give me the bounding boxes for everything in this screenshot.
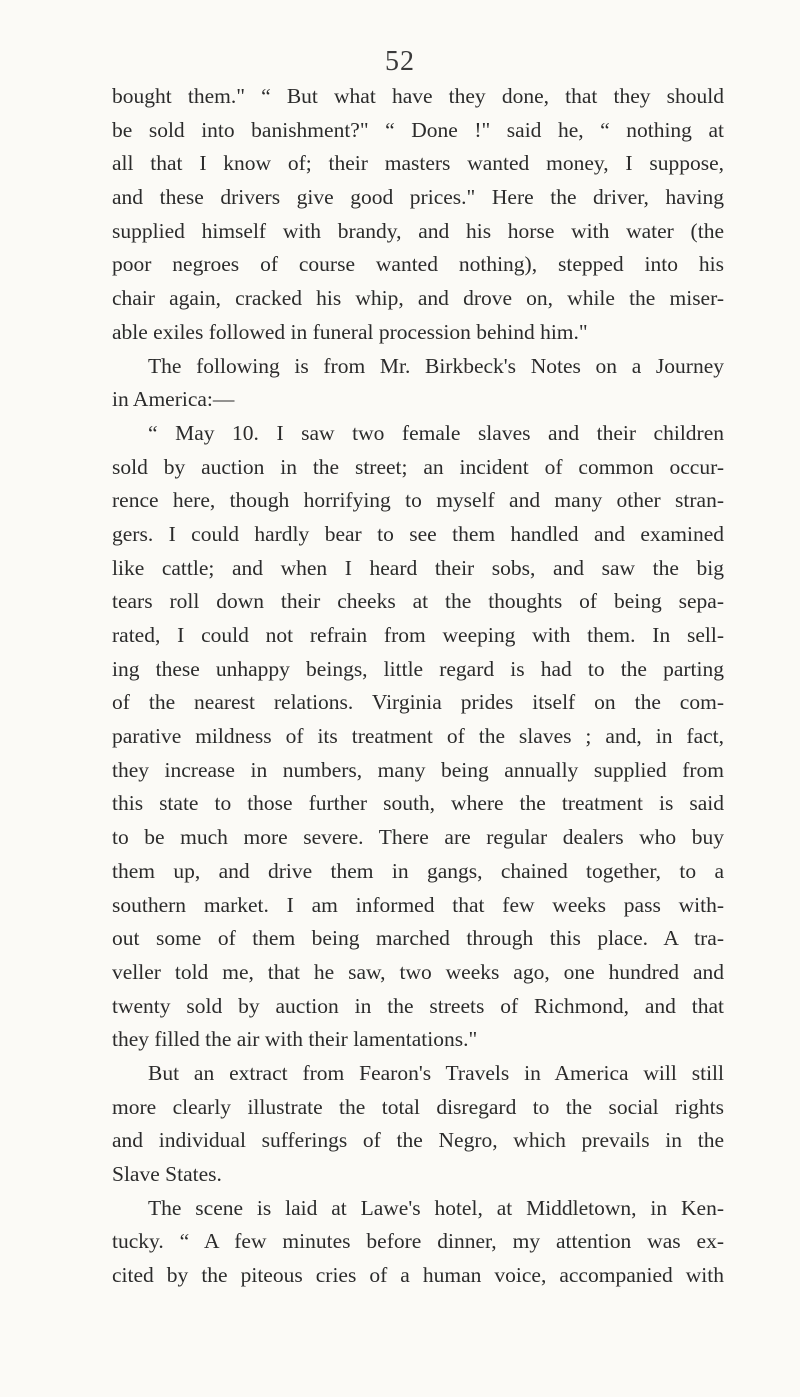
text-line: like cattle; and when I heard their sobs, and saw the big bbox=[112, 555, 724, 580]
text-line: them up, and drive them in gangs, chained together, to a bbox=[112, 858, 724, 883]
text-line: in America:— bbox=[112, 387, 235, 412]
text-line: The scene is laid at Lawe's hotel, at Middletown, in Ken- bbox=[148, 1195, 724, 1220]
body-text bbox=[112, 80, 724, 1293]
text-line: ing these unhappy beings, little regard is had to the parting bbox=[112, 656, 724, 681]
text-line: and individual sufferings of the Negro, which prevails in the bbox=[112, 1128, 724, 1153]
text-line: they filled the air with their lamentations." bbox=[112, 1027, 478, 1052]
text-line: veller told me, that he saw, two weeks ago, one hundred and bbox=[112, 959, 724, 984]
text-line: of the nearest relations. Virginia prides itself on the com- bbox=[112, 690, 724, 715]
text-line: southern market. I am informed that few weeks pass with- bbox=[112, 892, 724, 917]
text-line: tucky. “ A few minutes before dinner, my attention was ex- bbox=[112, 1229, 724, 1254]
text-line: The following is from Mr. Birkbeck's Notes on a Journey bbox=[148, 353, 724, 378]
text-line: and these drivers give good prices." Here the driver, having bbox=[112, 185, 724, 210]
text-line: rated, I could not refrain from weeping with them. In sell- bbox=[112, 623, 724, 647]
text-line: poor negroes of course wanted nothing), stepped into his bbox=[112, 252, 724, 277]
text-line: “ May 10. I saw two female slaves and their children bbox=[148, 420, 724, 445]
text-line: all that I know of; their masters wanted money, I suppose, bbox=[112, 151, 724, 176]
text-line: rence here, though horrifying to myself and many other stran- bbox=[112, 488, 724, 513]
text-line: chair again, cracked his whip, and drove on, while the miser- bbox=[112, 286, 724, 311]
text-line: gers. I could hardly bear to see them handled and examined bbox=[112, 521, 724, 546]
text-line: this state to those further south, where the treatment is said bbox=[112, 791, 724, 816]
text-line: more clearly illustrate the total disregard to the social rights bbox=[112, 1094, 724, 1119]
text-line: bought them." “ But what have they done, that they should bbox=[112, 84, 724, 108]
text-line: parative mildness of its treatment of the slaves ; and, in fact, bbox=[112, 724, 724, 749]
text-line: supplied himself with brandy, and his horse with water (the bbox=[112, 218, 724, 243]
text-line: cited by the piteous cries of a human voice, accompanied with bbox=[112, 1263, 724, 1288]
text-line: out some of them being marched through this place. A tra- bbox=[112, 926, 724, 951]
text-line: be sold into banishment?" “ Done !" said he, “ nothing at bbox=[112, 117, 724, 142]
text-line: sold by auction in the street; an incident of common occur- bbox=[112, 454, 724, 479]
text-line: able exiles followed in funeral procession behind him." bbox=[112, 319, 588, 344]
text-line: they increase in numbers, many being annually supplied from bbox=[112, 757, 724, 782]
text-line: tears roll down their cheeks at the thoughts of being sepa- bbox=[112, 589, 724, 614]
text-line: to be much more severe. There are regular dealers who buy bbox=[112, 825, 724, 850]
text-line: But an extract from Fearon's Travels in America will still bbox=[148, 1060, 724, 1085]
text-line: Slave States. bbox=[112, 1162, 222, 1186]
page-number: 52 bbox=[385, 46, 415, 77]
text-line: twenty sold by auction in the streets of Richmond, and that bbox=[112, 993, 724, 1018]
